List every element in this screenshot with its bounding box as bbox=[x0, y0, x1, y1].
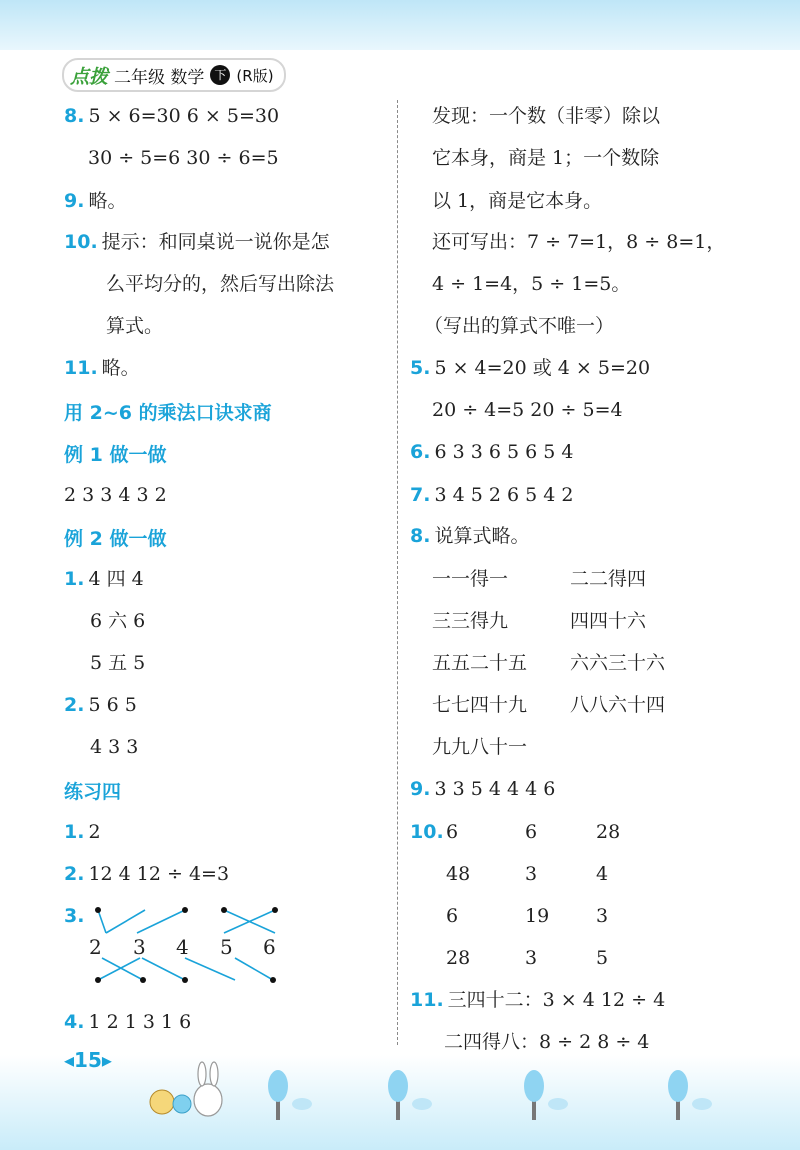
table-cell: 19 bbox=[525, 905, 550, 927]
match-number: 4 bbox=[176, 935, 189, 959]
answer-number: 4. bbox=[64, 1011, 85, 1033]
answer-text: 4 四 4 bbox=[88, 568, 144, 590]
tree-icon bbox=[268, 1070, 312, 1120]
matching-diagram bbox=[80, 898, 300, 988]
rhyme-cell: 五五二十五 bbox=[432, 652, 528, 674]
answer-number: 1. bbox=[64, 568, 85, 590]
discovery-line-2: 它本身，商是 1；一个数除 bbox=[432, 147, 660, 169]
answer-number: 1. bbox=[64, 821, 85, 843]
table-cell: 6 bbox=[446, 821, 459, 843]
answer-10-line2: 么平均分的，然后写出除法 bbox=[106, 273, 335, 295]
table-cell: 4 bbox=[596, 863, 609, 885]
answer-r8 bbox=[410, 524, 529, 548]
table-cell: 48 bbox=[446, 863, 471, 885]
rhyme-cell: 一一得一 bbox=[432, 568, 509, 590]
answer-text: 5 6 5 bbox=[88, 694, 137, 716]
answer-number: 5. bbox=[410, 357, 431, 379]
book-title: 二年级 数学 bbox=[114, 67, 205, 88]
answer-r10 bbox=[410, 820, 448, 844]
answer-r9 bbox=[410, 777, 555, 801]
answer-r6 bbox=[410, 440, 573, 464]
answer-number: 2. bbox=[64, 863, 85, 885]
answer-text: 1 2 1 3 1 6 bbox=[88, 1011, 192, 1033]
answer-text: 三四十二：3 × 4 12 ÷ 4 bbox=[447, 989, 666, 1011]
cartoon-scenery-illustration bbox=[140, 1060, 740, 1130]
rhyme-cell: 二二得四 bbox=[570, 568, 647, 590]
answer-number: 10. bbox=[64, 231, 98, 253]
discovery-line-5: 4 ÷ 1=4，5 ÷ 1=5。 bbox=[432, 273, 631, 295]
section-heading-multiplication: 用 2~6 的乘法口诀求商 bbox=[64, 402, 272, 424]
rhyme-cell: 九九八十一 bbox=[432, 736, 528, 758]
table-cell: 5 bbox=[596, 947, 609, 969]
brand-logo: 点拨 bbox=[70, 65, 109, 88]
answer-text: 提示：和同桌说一说你是怎 bbox=[101, 231, 330, 253]
top-decorative-band bbox=[0, 0, 800, 50]
column-divider bbox=[397, 100, 398, 1045]
answer-text: 6 3 3 6 5 6 5 4 bbox=[434, 441, 574, 463]
answer-text: 3 3 5 4 4 4 6 bbox=[434, 778, 556, 800]
discovery-line-1: 发现：一个数（非零）除以 bbox=[432, 105, 661, 127]
example-2-q2-row2: 4 3 3 bbox=[90, 736, 139, 758]
answer-text: 略。 bbox=[88, 190, 127, 212]
answer-r11-line2: 二四得八：8 ÷ 2 8 ÷ 4 bbox=[444, 1031, 650, 1053]
match-number: 3 bbox=[133, 935, 146, 959]
tree-icon bbox=[524, 1070, 568, 1120]
answer-9 bbox=[64, 189, 126, 213]
example-2-q1-row3: 5 五 5 bbox=[90, 652, 146, 674]
example-1-answers: 2 3 3 4 3 2 bbox=[64, 484, 167, 506]
answer-r5 bbox=[410, 356, 650, 380]
rhyme-cell: 七七四十九 bbox=[432, 694, 528, 716]
answer-r5-line2: 20 ÷ 4=5 20 ÷ 5=4 bbox=[432, 399, 623, 421]
example-2-q2 bbox=[64, 693, 137, 717]
answer-number: 11. bbox=[64, 357, 98, 379]
answer-text: 3 4 5 2 6 5 4 2 bbox=[434, 484, 574, 506]
answer-11 bbox=[64, 356, 140, 380]
table-cell: 28 bbox=[596, 821, 621, 843]
exercise-4 bbox=[64, 1010, 191, 1034]
edition-label: (R版) bbox=[236, 66, 274, 85]
page-number: ◂15▸ bbox=[64, 1048, 112, 1072]
discovery-line-4: 还可写出：7 ÷ 7=1，8 ÷ 8=1， bbox=[432, 231, 726, 253]
rhyme-cell: 三三得九 bbox=[432, 610, 509, 632]
table-cell: 3 bbox=[525, 947, 538, 969]
exercise-1 bbox=[64, 820, 101, 844]
answer-number: 3. bbox=[64, 905, 85, 927]
table-cell: 6 bbox=[446, 905, 459, 927]
rhyme-cell: 八八六十四 bbox=[570, 694, 666, 716]
example-2-q1 bbox=[64, 567, 144, 591]
answer-text: 5 × 6=30 6 × 5=30 bbox=[88, 105, 280, 127]
answer-r11 bbox=[410, 988, 665, 1012]
exercise-2 bbox=[64, 862, 229, 886]
example-2-q1-row2: 6 六 6 bbox=[90, 610, 146, 632]
answer-number: 7. bbox=[410, 484, 431, 506]
match-number: 2 bbox=[89, 935, 102, 959]
answer-text: 5 × 4=20 或 4 × 5=20 bbox=[434, 357, 651, 379]
volume-badge: 下 bbox=[210, 65, 230, 85]
answer-number: 6. bbox=[410, 441, 431, 463]
answer-text: 2 bbox=[88, 821, 101, 843]
table-cell: 3 bbox=[525, 863, 538, 885]
discovery-line-3: 以 1，商是它本身。 bbox=[432, 190, 603, 212]
example-1-heading: 例 1 做一做 bbox=[64, 444, 167, 466]
answer-8 bbox=[64, 104, 279, 128]
answer-10-line3: 算式。 bbox=[106, 315, 164, 337]
bear-icon bbox=[150, 1090, 191, 1114]
discovery-note: （写出的算式不唯一） bbox=[424, 315, 615, 337]
answer-number: 8. bbox=[64, 105, 85, 127]
example-2-heading: 例 2 做一做 bbox=[64, 528, 167, 550]
table-cell: 6 bbox=[525, 821, 538, 843]
answer-number: 11. bbox=[410, 989, 444, 1011]
answer-number: 8. bbox=[410, 525, 431, 547]
rhyme-cell: 六六三十六 bbox=[570, 652, 666, 674]
answer-number: 9. bbox=[410, 778, 431, 800]
answer-number: 10. bbox=[410, 821, 444, 843]
answer-text: 略。 bbox=[101, 357, 140, 379]
bunny-icon bbox=[194, 1062, 222, 1116]
table-cell: 28 bbox=[446, 947, 471, 969]
rhyme-cell: 四四十六 bbox=[570, 610, 647, 632]
match-number: 6 bbox=[263, 935, 276, 959]
table-cell: 3 bbox=[596, 905, 609, 927]
book-header bbox=[62, 58, 286, 92]
answer-text: 说算式略。 bbox=[434, 525, 530, 547]
section-heading-exercise-4: 练习四 bbox=[64, 781, 122, 803]
answer-r7 bbox=[410, 483, 573, 507]
answer-8-line2: 30 ÷ 5=6 30 ÷ 6=5 bbox=[88, 147, 279, 169]
match-number: 5 bbox=[220, 935, 233, 959]
answer-10 bbox=[64, 230, 330, 254]
answer-number: 2. bbox=[64, 694, 85, 716]
answer-text: 12 4 12 ÷ 4=3 bbox=[88, 863, 230, 885]
tree-icon bbox=[388, 1070, 432, 1120]
answer-number: 9. bbox=[64, 190, 85, 212]
tree-icon bbox=[668, 1070, 712, 1120]
